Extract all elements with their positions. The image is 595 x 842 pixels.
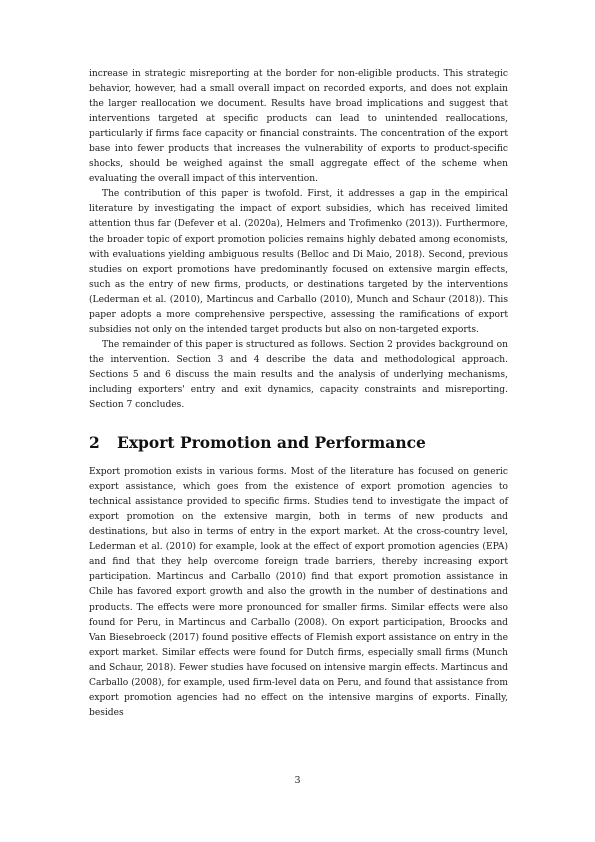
section-heading bbox=[89, 433, 508, 453]
page-number: 3 bbox=[294, 775, 301, 786]
section-title: Export Promotion and Performance bbox=[117, 433, 426, 453]
body-paragraph-3: The remainder of this paper is structured as follows. Section 2 provides background on the intervention. Section 3 and 4 describe the data and methodological approach. Sections 5 and 6 discuss the main results and the analysis of underlying mechanisms, including exporters' entry and exit dynamics, capacity constraints and misreporting. Section 7 concludes. bbox=[89, 339, 508, 411]
section-paragraph-1: Export promotion exists in various forms. Most of the literature has focused on generic export assistance, which goes from the existence of export promotion agencies to technical assistance provided to specific firms. Studies tend to investigate the impact of export promotion on the extensive margin, both in terms of new products and destinations, but also in terms of entry in the export market. At the cross-country level, Lederman et al. (2010) for example, look at the effect of export promotion agencies (EPA) and find that they help overcome foreign trade barriers, thereby increasing export participation. Martincus and Carballo (2010) find that export promotion assistance in Chile has favored export growth and also the growth in the number of destinations and products. The effects were more pronounced for smaller firms. Similar effects were also found for Peru, in Martincus and Carballo (2008). On export participation, Broocks and Van Biesebroeck (2017) found positive effects of Flemish export assistance on entry in the export market. Similar effects were found for Dutch firms, especially small firms (Munch and Schaur, 2018). Fewer studies have focused on intensive margin effects. Martincus and Carballo (2008), for example, used firm-level data on Peru, and found that assistance from export promotion agencies had no effect on the intensive margins of exports. Finally, besides bbox=[89, 467, 508, 718]
body-paragraph-1: increase in strategic misreporting at the border for non-eligible products. This strategic behavior, however, had a small overall impact on recorded exports, and does not explain the larger reallocation we document. Results have broad implications and suggest that interventions targeted at specific products can lead to unintended reallocations, particularly if firms face capacity or financial constraints. The concentration of the export base into fewer products that increases the vulnerability of exports to product-specific shocks, should be weighed against the small aggregate effect of the scheme when evaluating the overall impact of this intervention. bbox=[89, 69, 508, 185]
section-number: 2 bbox=[89, 433, 100, 453]
body-paragraph-2: The contribution of this paper is twofold. First, it addresses a gap in the empirical literature by investigating the impact of export subsidies, which has received limited attention thus far (Defever et al. (2020a), Helmers and Trofimenko (2013)). Furthermore, the broader topic of export promotion policies remains highly debated among economists, with evaluations yielding ambiguous results (Belloc and Di Maio, 2018). Second, previous studies on export promotions have predominantly focused on extensive margin effects, such as the entry of new firms, products, or destinations targeted by the interventions (Lederman et al. (2010), Martincus and Carballo (2010), Munch and Schaur (2018)). This paper adopts a more comprehensive perspective, assessing the ramifications of export subsidies not only on the intended target products but also on non-targeted exports. bbox=[89, 189, 508, 335]
page-body bbox=[89, 67, 508, 721]
